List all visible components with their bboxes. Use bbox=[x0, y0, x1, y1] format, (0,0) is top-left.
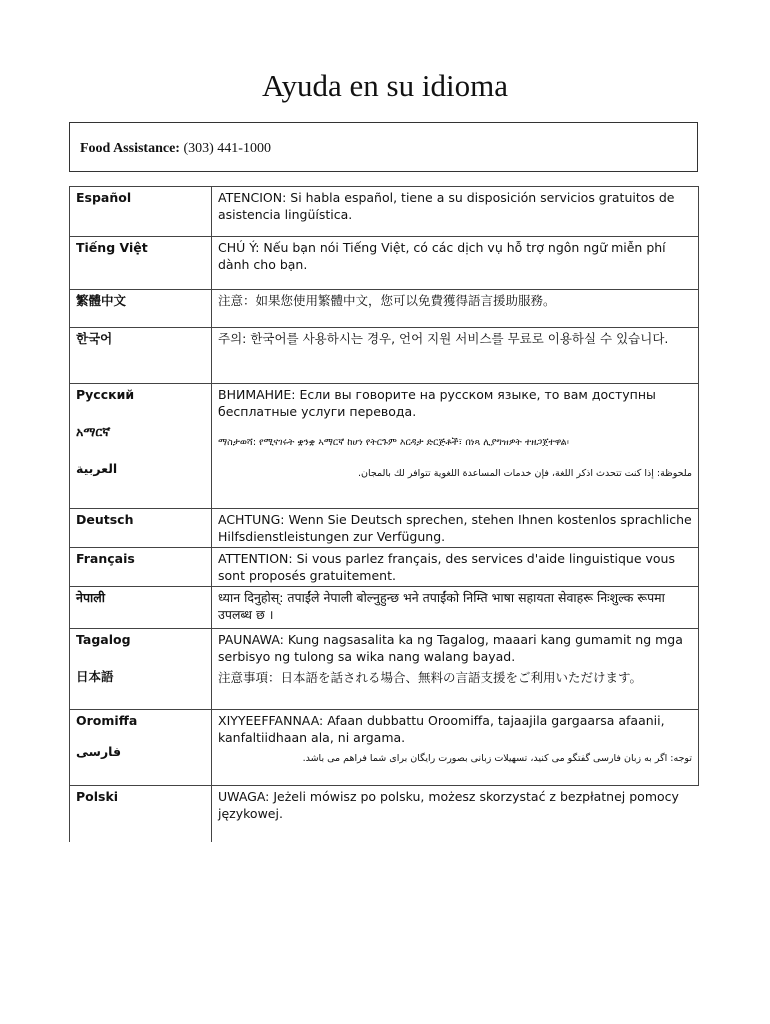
language-name: Polski bbox=[70, 786, 212, 842]
table-row bbox=[70, 290, 699, 328]
table-row bbox=[70, 710, 699, 786]
contact-phone: (303) 441-1000 bbox=[183, 141, 271, 156]
language-name: 한국어 bbox=[70, 328, 212, 384]
language-notice-group bbox=[212, 629, 699, 710]
table-row bbox=[70, 786, 699, 842]
language-notice: ध्यान दिनुहोस्: तपाईंले नेपाली बोल्नुहुन्छ भने तपाईंको निम्ति भाषा सहायता सेवाहरू निःशुल्क रूपमा उपलब्ध छ । bbox=[212, 587, 699, 629]
language-name: አማርኛ bbox=[76, 424, 111, 439]
table-row bbox=[70, 384, 699, 509]
table-row bbox=[70, 237, 699, 290]
language-table bbox=[69, 186, 699, 842]
language-notice: ВНИМАНИЕ: Если вы говорите на русском языке, то вам доступны бесплатные услуги перевода. bbox=[218, 387, 656, 419]
language-notice: PAUNAWA: Kung nagsasalita ka ng Tagalog, maaari kang gumamit ng mga serbisyo ng tulong sa wika nang walang bayad. bbox=[218, 632, 683, 664]
language-name: Tiếng Việt bbox=[70, 237, 212, 290]
language-notice: ATENCION: Si habla español, tiene a su disposición servicios gratuitos de asistencia lingüística. bbox=[212, 187, 699, 237]
table-row bbox=[70, 328, 699, 384]
language-notice: ማስታወሻ: የሚናገሩት ቋንቋ ኣማርኛ ከሆነ የትርጉም እርዳታ ድርጅቶች፣ በነጻ ሊያግዝዎት ተዘጋጀተዋል፡ bbox=[218, 437, 569, 448]
language-notice-group bbox=[212, 384, 699, 509]
contact-box bbox=[69, 122, 698, 172]
language-name: فارسی bbox=[76, 744, 122, 759]
language-name: 繁體中文 bbox=[70, 290, 212, 328]
table-row bbox=[70, 629, 699, 710]
language-name: العربية bbox=[76, 461, 118, 476]
table-row bbox=[70, 187, 699, 237]
table-row bbox=[70, 509, 699, 548]
language-notice: XIYYEEFFANNAA: Afaan dubbattu Oroomiffa, tajaajila gargaarsa afaanii, kanfaltiidhaan ala, ni argama. bbox=[218, 713, 665, 745]
language-name: Русский bbox=[76, 387, 135, 402]
table-row bbox=[70, 548, 699, 587]
language-notice: ملحوظة: إذا كنت تتحدث اذكر اللغة، فإن خدمات المساعدة اللغوية تتوافر لك بالمجان. bbox=[357, 468, 692, 479]
language-notice: 주의: 한국어를 사용하시는 경우, 언어 지원 서비스를 무료로 이용하실 수 있습니다. bbox=[212, 328, 699, 384]
language-name: Français bbox=[70, 548, 212, 587]
table-row bbox=[70, 587, 699, 629]
language-notice: UWAGA: Jeżeli mówisz po polsku, możesz skorzystać z bezpłatnej pomocy językowej. bbox=[212, 786, 699, 842]
language-name: 日本語 bbox=[76, 669, 114, 684]
language-notice: 注意：如果您使用繁體中文，您可以免費獲得語言援助服務。 bbox=[212, 290, 699, 328]
language-notice: 注意事項：日本語を話される場合、無料の言語支援をご利用いただけます。 bbox=[218, 670, 643, 685]
language-name-group bbox=[70, 710, 212, 786]
language-notice: ATTENTION: Si vous parlez français, des services d'aide linguistique vous sont proposés gratuitement. bbox=[212, 548, 699, 587]
language-name: नेपाली bbox=[70, 587, 212, 629]
language-notice: توجه: اگر به زبان فارسی گفتگو می کنید، تسهیلات زبانی بصورت رایگان برای شما فراهم می باشد. bbox=[302, 753, 692, 764]
language-name-group bbox=[70, 384, 212, 509]
contact-label: Food Assistance: bbox=[80, 141, 180, 156]
language-name: Español bbox=[70, 187, 212, 237]
page-title: Ayuda en su idioma bbox=[262, 68, 508, 103]
language-name: Tagalog bbox=[76, 632, 131, 647]
language-notice: ACHTUNG: Wenn Sie Deutsch sprechen, stehen Ihnen kostenlos sprachliche Hilfsdienstleistungen zur Verfügung. bbox=[212, 509, 699, 548]
language-notice-group bbox=[212, 710, 699, 786]
language-name: Oromiffa bbox=[76, 713, 138, 728]
language-name-group bbox=[70, 629, 212, 710]
contact-line bbox=[80, 141, 271, 157]
language-name: Deutsch bbox=[70, 509, 212, 548]
language-notice: CHÚ Ý: Nếu bạn nói Tiếng Việt, có các dịch vụ hỗ trợ ngôn ngữ miễn phí dành cho bạn. bbox=[212, 237, 699, 290]
